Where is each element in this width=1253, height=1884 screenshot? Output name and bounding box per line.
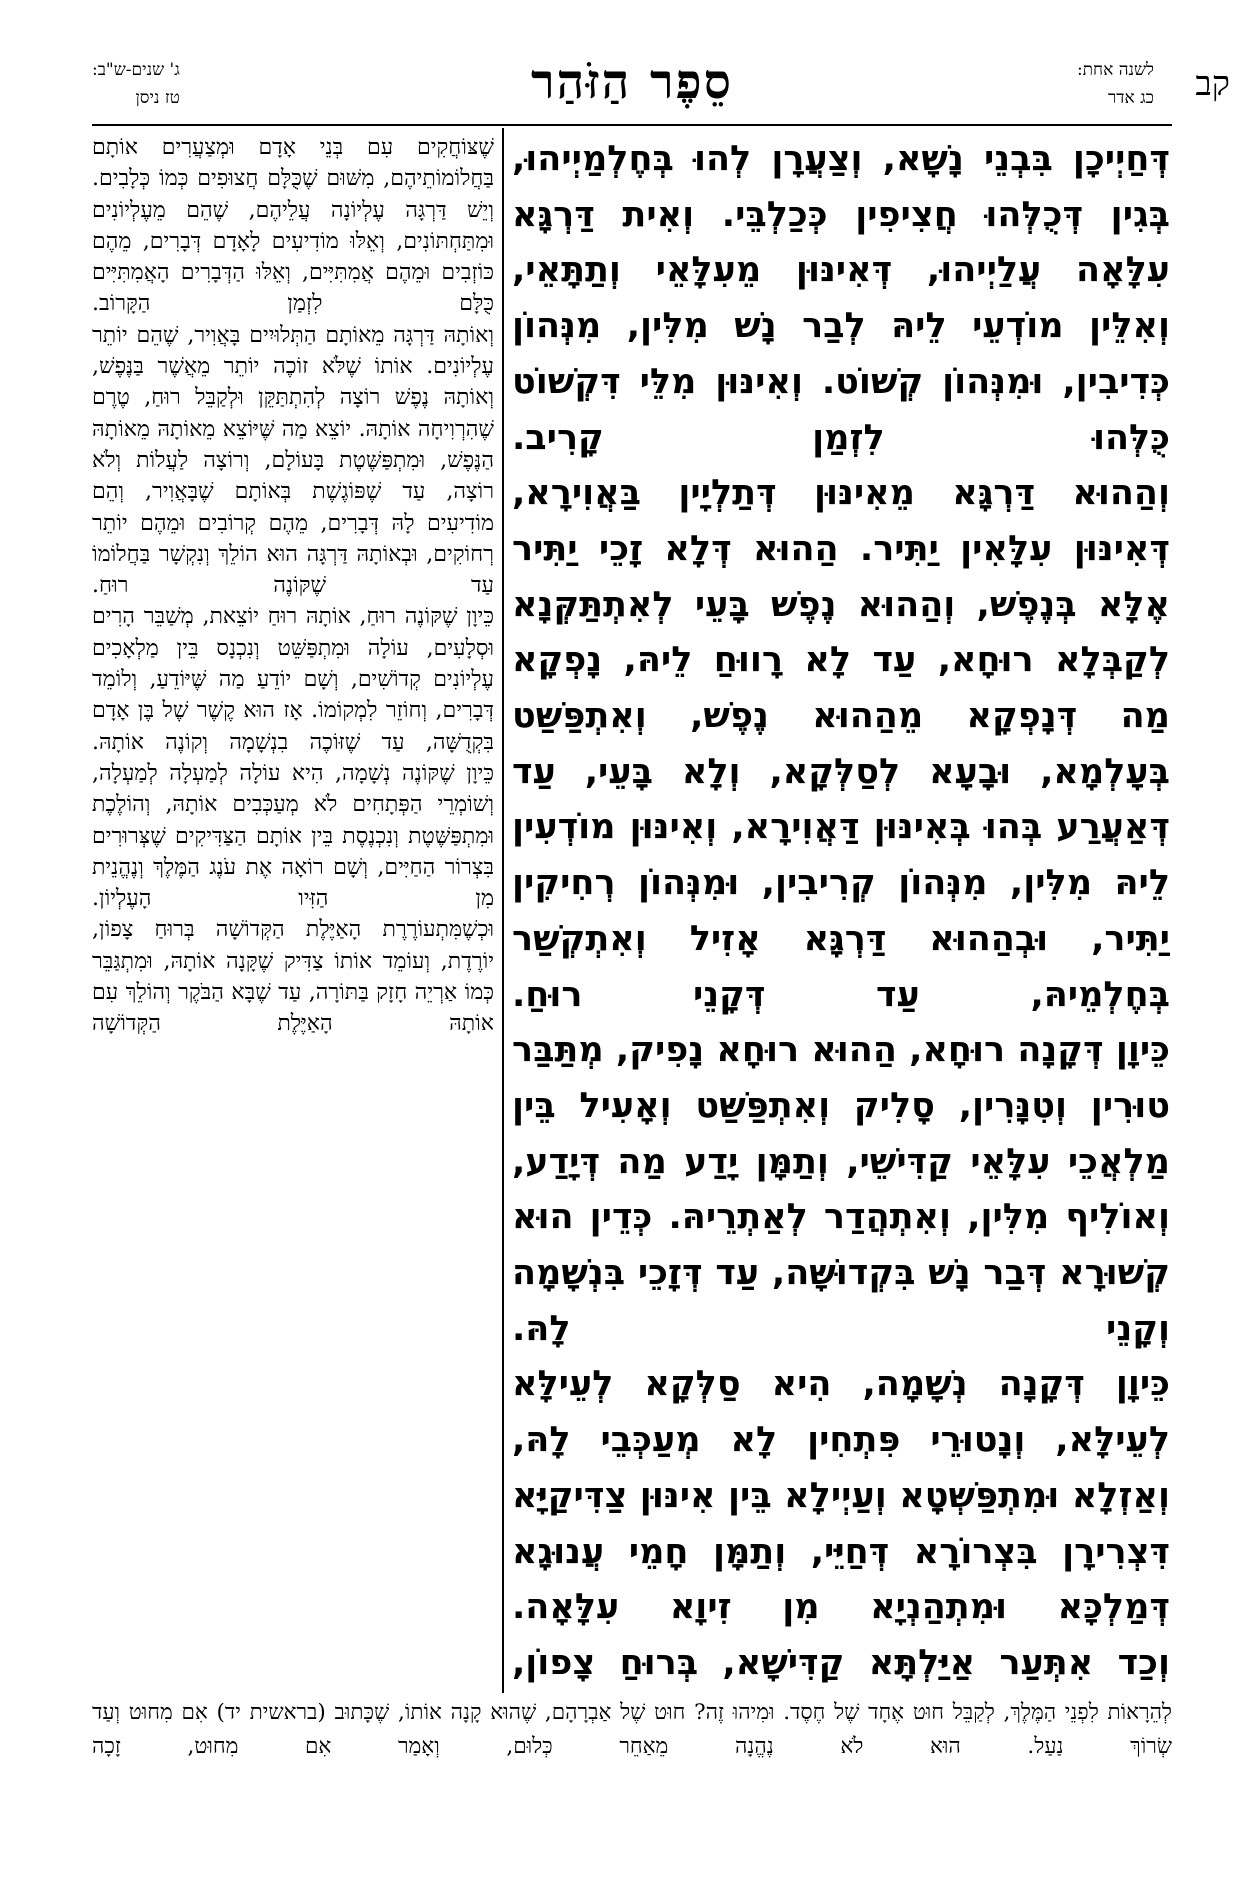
translation-continuation [92, 1696, 1172, 1764]
book-title: סֵפֶר הַזֹּהַר [531, 54, 733, 110]
page-header [92, 54, 1230, 126]
translation-paragraph: כֵּיוָן שֶׁקּוֹנֶה רוּחַ, אוֹתָהּ רוּחַ יוֹצֵאת, מְשַׁבֵּר הָרִים וּסְלָעִים, עוֹלָה וּמִתְפַּשֵּׁט וְנִכְנָס בֵּין מַלְאָכִים עֶלְיוֹנִים קְדוֹשִׁים, וְשָׁם יוֹדֵעַ מַה שֶּׁיּוֹדֵעַ, וְלוֹמֵד דְּבָרִים, וְחוֹזֵר לִמְקוֹמוֹ. אָז הוּא קֶשֶׁר שֶׁל בֶּן אָדָם בִּקְדֻשָּׁה, עַד שֶׁזּוֹכֶה בִנְשָׁמָה וְקוֹנֶה אוֹתָהּ. [92, 604, 494, 755]
translation-paragraph: כֵּיוָן שֶׁקּוֹנֶה נְשָׁמָה, הִיא עוֹלָה לְמַעְלָה לְמַעְלָה, וְשׁוֹמְרֵי הַפְּתָחִים לֹא מְעַכְּבִים אוֹתָהּ, וְהוֹלֶכֶת וּמִתְפַּשֶּׁטֶת וְנִכְנֶסֶת בֵּין אוֹתָם הַצַּדִּיקִים שֶׁצְּרוּרִים בִּצְרוֹר הַחַיִּים, וְשָׁם רוֹאָה אֶת עֹנֶג הַמֶּלֶךְ וְנֶהֱנֵית מִן הַזִּיו הָעֶלְיוֹן. [92, 760, 494, 912]
header-divider [92, 124, 1172, 126]
hebrew-translation-column [92, 132, 494, 1692]
schedule-one-year-date: כג אדר [1107, 88, 1154, 108]
translation-paragraph: שֶׁצּוֹחֲקִים עִם בְּנֵי אָדָם וּמְצַעֲרִים אוֹתָם בַּחֲלוֹמוֹתֵיהֶם, מִשּׁוּם שֶׁכֻּלָּם חֲצוּפִים כְּמוֹ כְּלָבִים. וְיֵשׁ דַּרְגָּה עֶלְיוֹנָה עֲלֵיהֶם, שֶׁהֵם מֵעֶלְיוֹנִים וּמִתַּחְתּוֹנִים, וְאֵלּוּ מוֹדִיעִים לָאָדָם דְּבָרִים, מֵהֶם כּוֹזְבִים וּמֵהֶם אֲמִתִּיִּים, וְאֵלּוּ הַדְּבָרִים הָאֲמִתִּיִּים כֻּלָּם לִזְמַן הַקָּרוֹב. [92, 135, 494, 317]
column-divider [502, 128, 504, 1693]
aramaic-paragraph: וְכַד אִתְּעַר אַיַּלְתָּא קַדִּישָׁא, בְּרוּחַ צָפוֹן, [512, 1642, 1170, 1683]
aramaic-paragraph: וְהַהוּא דַּרְגָּא מֵאִינּוּן דְּתַלְיָין בַּאֲוִירָא, דְּאִינּוּן עִלָּאִין יַתִּיר. הַהוּא דְּלָא זָכֵי יַתִּיר אֶלָּא בְּנֶפֶשׁ, וְהַהוּא נֶפֶשׁ בָּעֵי לְאִתְתַּקְּנָא לְקַבְּלָא רוּחָא, עַד לָא רָווּחַ לֵיהּ, נָפְקָא מַה דְּנָפְקָא מֵהַהוּא נֶפֶשׁ, וְאִתְפַּשַּׁט בְּעָלְמָא, וּבָעָא לְסַלְּקָא, וְלָא בָּעֵי, עַד דְּאַעֲרַע בְּהוּ בְּאִינּוּן דַּאֲוִירָא, וְאִינּוּן מוֹדְעִין לֵיהּ מִלִּין, מִנְּהוֹן קְרִיבִין, וּמִנְּהוֹן רְחִיקִין יַתִּיר, וּבְהַהוּא דַּרְגָּא אָזִיל וְאִתְקְשַׁר בְּחֶלְמֵיהּ, עַד דְּקָנֵי רוּחַ. [512, 473, 1170, 1015]
schedule-three-years-date: טז ניסן [135, 88, 180, 108]
aramaic-paragraph: דְּחַיְיכָן בִּבְנֵי נָשָׁא, וְצַעֲרָן לְהוּ בְּחֶלְמַיְיהוּ, בְּגִין דְּכֻלְּהוּ חֲצִיפִין כְּכַלְבֵּי. וְאִית דַּרְגָּא עִלָּאָה עֲלַיְיהוּ, דְּאִינּוּן מֵעִלָּאֵי וְתַתָּאֵי, וְאִלֵּין מוֹדְעֵי לֵיהּ לְבַר נָשׁ מִלִּין, מִנְּהוֹן כְּדִיבִין, וּמִנְּהוֹן קְשׁוֹט. וְאִינּוּן מִלֵּי דִּקְשׁוֹט כֻּלְּהוּ לִזְמַן קָרִיב. [512, 139, 1170, 458]
schedule-three-years-label: ג' שנים-ש"ב: [92, 60, 180, 80]
schedule-three-years [92, 56, 180, 112]
aramaic-column [512, 132, 1170, 1692]
aramaic-paragraph: כֵּיוָן דְּקָנָה רוּחָא, הַהוּא רוּחָא נָפִיק, מְתַּבַּר טוּרִין וְטִנָּרִין, סָלִיק וְאִתְפַּשַּׁט וְאָעִיל בֵּין מַלְאֲכֵי עִלָּאֵי קַדִּישֵׁי, וְתַמָּן יָדַע מַה דְּיָדַע, וְאוֹלִיף מִלִּין, וְאִתְהֲדַר לְאַתְרֵיהּ. כְּדֵין הוּא קְשׁוּרָא דְּבַר נָשׁ בִּקְדוּשָּׁה, עַד דְּזָכֵי בִּנְשָׁמָה וְקָנֵי לָהּ. [512, 1030, 1170, 1349]
translation-continuation-text: לְהֵרָאוֹת לִפְנֵי הַמֶּלֶךְ, לְקַבֵּל חוּט אֶחָד שֶׁל חֶסֶד. וּמִיהוּ זֶה? חוּט שֶׁל אַבְרָהָם, שֶׁהוּא קָנָה אוֹתוֹ, שֶׁכָּתוּב (בראשית יד) אִם מִחוּט וְעַד שְׂרוֹךְ נַעַל. הוּא לֹא נֶהֱנָה מֵאַחֵר כְּלוּם, וְאָמַר אִם מִחוּט, זָכָה [92, 1700, 1172, 1759]
translation-paragraph: וְאוֹתָהּ דַּרְגָּה מֵאוֹתָם הַתְּלוּיִים בָּאֲוִיר, שֶׁהֵם יוֹתֵר עֶלְיוֹנִים. אוֹתוֹ שֶׁלֹּא זוֹכֶה יוֹתֵר מֵאֲשֶׁר בַּנֶּפֶשׁ, וְאוֹתָהּ נֶפֶשׁ רוֹצָה לְהִתְתַּקֵּן וּלְקַבֵּל רוּחַ, טֶרֶם שֶׁהִרְוִיחָה אוֹתָהּ. יוֹצֵא מַה שֶּׁיּוֹצֵא מֵאוֹתָהּ מֵאוֹתָהּ הַנֶּפֶשׁ, וּמִתְפַּשֶּׁטֶת בָּעוֹלָם, וְרוֹצָה לַעֲלוֹת וְלֹא רוֹצָה, עַד שֶׁפּוֹגֶשֶׁת בְּאוֹתָם שֶׁבָּאֲוִיר, וְהֵם מוֹדִיעִים לָהּ דְּבָרִים, מֵהֶם קְרוֹבִים וּמֵהֶם יוֹתֵר רְחוֹקִים, וּבְאוֹתָהּ דַּרְגָּה הוּא הוֹלֵךְ וְנִקְשָׁר בַּחֲלוֹמוֹ עַד שֶׁקּוֹנֶה רוּחַ. [92, 322, 494, 599]
schedule-one-year-label: לשנה אחת: [1076, 60, 1154, 80]
page-number: קב [1195, 64, 1230, 104]
aramaic-paragraph: כֵּיוָן דְּקָנָה נְשָׁמָה, הִיא סַלְּקָא לְעֵילָּא לְעֵילָּא, וְנָטוּרֵי פִּתְחִין לָא מְעַכְּבֵי לָהּ, וְאַזְלָא וּמִתְפַּשְּׁטָא וְעַיְילָא בֵּין אִינּוּן צַדִּיקַיָּא דִּצְרִירָן בִּצְרוֹרָא דְּחַיֵּי, וְתַמָּן חָמֵי עֲנוּגָא דְּמַלְכָּא וּמִתְהַנְיָא מִן זִיוָא עִלָּאָה. [512, 1364, 1170, 1628]
translation-paragraph: וּכְשֶׁמִּתְעוֹרֶרֶת הָאַיֶּלֶת הַקְּדוֹשָׁה בְּרוּחַ צָפוֹן, יוֹרֶדֶת, וְעוֹמֵד אוֹתוֹ צַדִּיק שֶׁקָּנָה אוֹתָהּ, וּמִתְגַּבֵּר כְּמוֹ אַרְיֵה חָזָק בַּתּוֹרָה, עַד שֶׁבָּא הַבֹּקֶר וְהוֹלֵךְ עִם אוֹתָהּ הָאַיֶּלֶת הַקְּדוֹשָׁה [92, 917, 494, 1037]
